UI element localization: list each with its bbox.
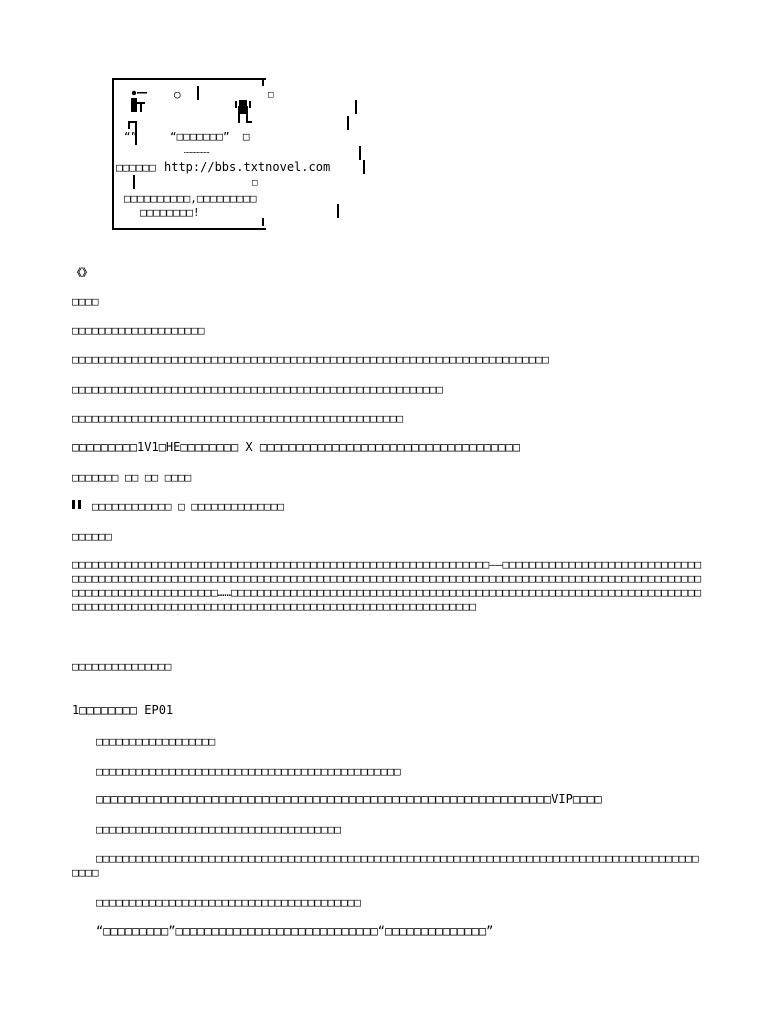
banner-vertical-line — [133, 175, 135, 189]
banner-vertical-line — [363, 160, 365, 174]
banner-quote-left: “” — [124, 130, 138, 143]
banner-vertical-line — [359, 146, 361, 160]
banner-dots: ……………… — [184, 147, 210, 155]
info-line: □□□□□□□□□□□□□□□□□□□□□□□□□□□□□□□□□□□□□□□□□□□□□□□□□□ — [72, 412, 404, 425]
info-line: □□□□□□□□□□□□ □ □□□□□□□□□□□□□□ — [92, 500, 285, 513]
pause-icon-bar — [72, 500, 75, 509]
banner-line-b: □□□□□□□□! — [140, 206, 200, 219]
banner-corner-mark — [262, 218, 264, 226]
banner-circle: ○ — [174, 88, 181, 101]
chapter-title: 1□□□□□□□□ EP01 — [72, 703, 174, 717]
info-line: □□□□□□□□□□□□□□□□□□□□□□□□□□□□□□□□□□□□□□□□□□□□□□□□□□□□□□□□ — [72, 383, 443, 396]
section-heading: □□□□□□□□□□□□□□□ — [72, 660, 172, 673]
info-line: □□□□□□□ □□ □□ □□□□ — [72, 471, 192, 484]
banner-vertical-line — [355, 100, 357, 114]
pause-icon-bar — [78, 500, 81, 509]
banner-vertical-line — [347, 116, 349, 130]
info-line-tags: □□□□□□□□□1V1□HE□□□□□□□□ X □□□□□□□□□□□□□□□□□□□□□□□□□□□□□□□□□□□□ — [72, 440, 520, 454]
info-line: □□□□□□ — [72, 530, 112, 543]
banner-url-prefix: □□□□□□ — [116, 161, 156, 174]
robot-figure-icon — [232, 100, 254, 124]
body-paragraph: □□□□□□□□□□□□□□□□□□□□□□□□□□□□□□□□□□□□□□□□□□□□□□□□□□□□□□□□□□□□□□□VIP□□□□ — [96, 792, 602, 806]
body-paragraph: □□□□□□□□□□□□□□□□□□□□□□□□□□□□□□□□□□□□□□□□ — [96, 896, 361, 909]
banner-line-a: □□□□□□□□□□,□□□□□□□□□ — [124, 192, 257, 205]
banner-vertical-line — [197, 86, 199, 100]
info-line: □□□□ — [72, 295, 99, 308]
body-paragraph-dialogue: “□□□□□□□□□”□□□□□□□□□□□□□□□□□□□□□□□□□□□□“□□□□□□□□□□□□□□” — [96, 924, 494, 938]
body-paragraph: □□□□□□□□□□□□□□□□□□□□□□□□□□□□□□□□□□□□□□□□□□□□□□□□□□□□□□□□□□□□□□□□□□□□□□□□□□□□□□□□□□□□□□□□□□□□□□□ — [72, 852, 699, 879]
banner-box: □ — [252, 178, 258, 188]
book-title-marks: 《》 — [72, 268, 92, 279]
info-line: □□□□□□□□□□□□□□□□□□□□□□□□□□□□□□□□□□□□□□□□□□□□□□□□□□□□□□□□□□□□□□□□□□□□□□□□ — [72, 353, 549, 366]
body-paragraph: □□□□□□□□□□□□□□□□□□□□□□□□□□□□□□□□□□□□□ — [96, 823, 342, 836]
banner-box: □ — [268, 90, 274, 100]
body-paragraph: □□□□□□□□□□□□□□□□□□ — [96, 735, 216, 748]
banner-vertical-line — [337, 204, 339, 218]
site-link[interactable]: http://bbs.txtnovel.com — [164, 160, 331, 174]
summary-paragraph: □□□□□□□□□□□□□□□□□□□□□□□□□□□□□□□□□□□□□□□□□□□□□□□□□□□□□□□□□□□□□□□——□□□□□□□□□□□□□□□□□□□□□□□□□□□□□□□□□□□□□□□□□□□□□□□□□□□□□□□□□□□□□□□□□□□□□□□□□□□□□□□□□□□□□□□□□□□□□□□□□□□□□□□□□□□□□□□□□□□□□□□□□□□□□□□□□□□□□□□□□□□□□□□□□□□……□□□□□□□□□□□□□□□□□□□□□□□□□□□□□□□□□□□□□□□□□□□□□□□□□□□□□□□□□□□□□□□□□□□□□□□□□□□□□□□□□□□□□□□□□□□□□□□□□□□□□□□□□□□□□□□□□□□□□□□□□□□□□□□□□□□□ — [72, 558, 702, 613]
person-figure-icon — [128, 88, 150, 118]
banner-quote-line: “□□□□□□□” □ — [170, 130, 250, 143]
info-line: □□□□□□□□□□□□□□□□□□□□ — [72, 324, 205, 337]
banner-corner-mark — [262, 78, 264, 86]
body-paragraph: □□□□□□□□□□□□□□□□□□□□□□□□□□□□□□□□□□□□□□□□□□□□□□ — [96, 765, 401, 778]
